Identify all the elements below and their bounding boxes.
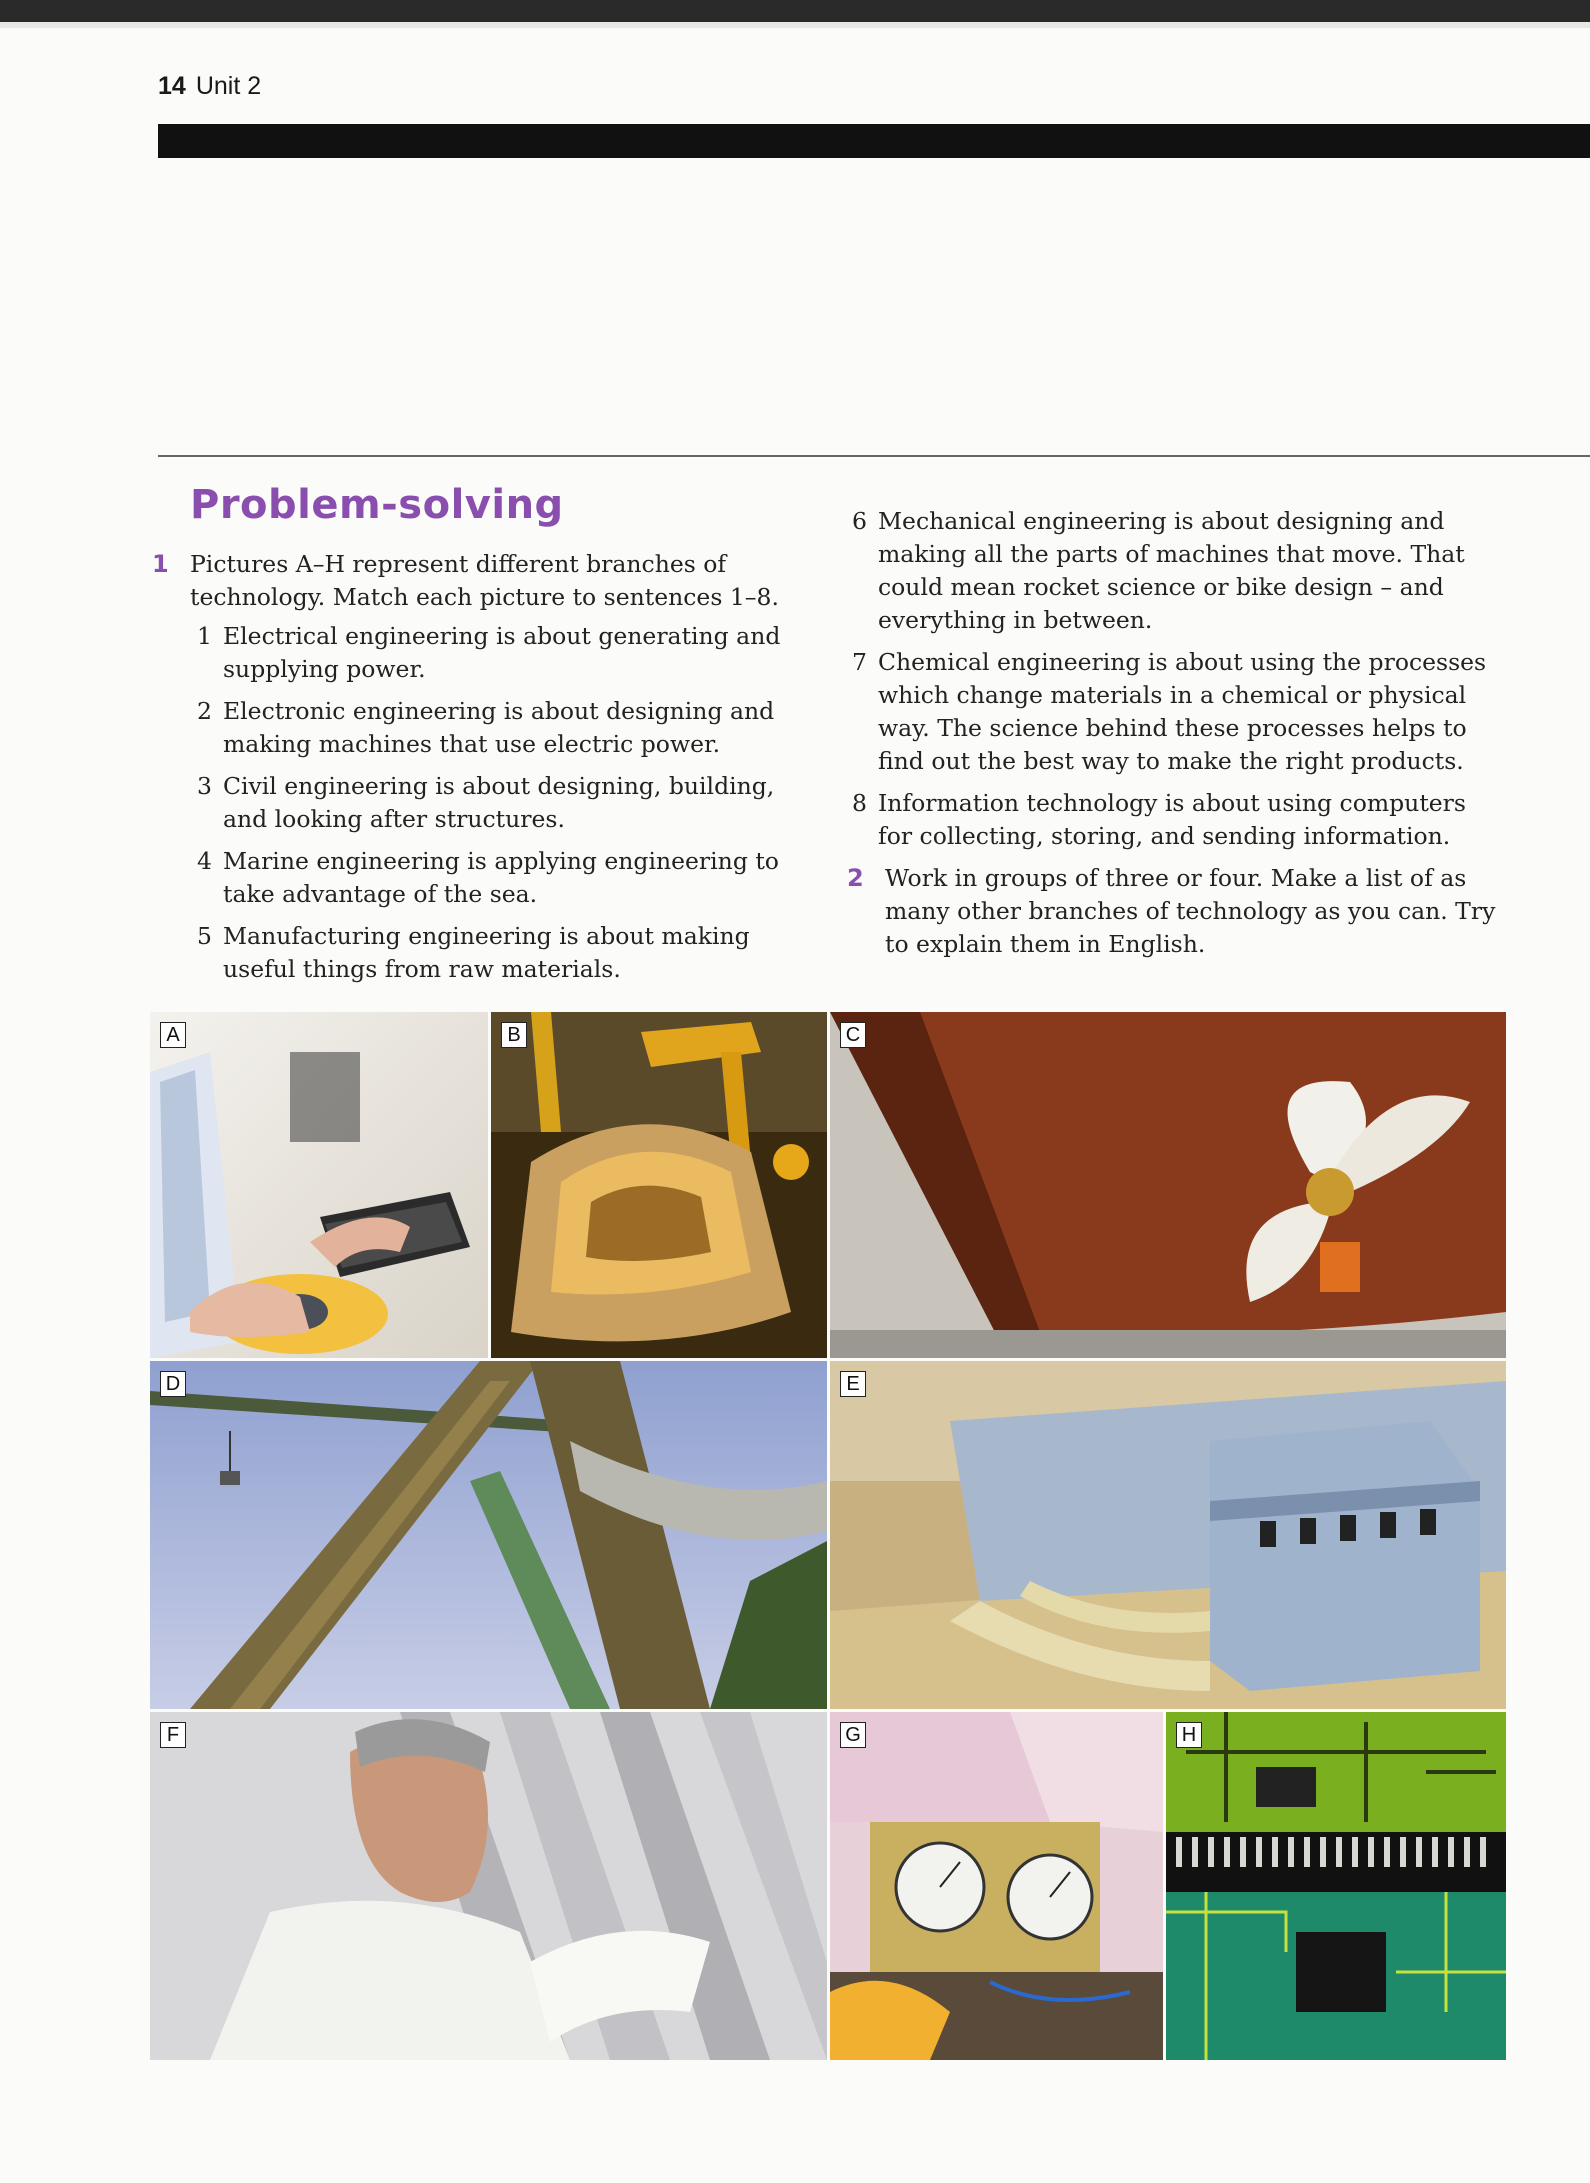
picture-d: [150, 1361, 827, 1709]
picture-label: E: [840, 1371, 866, 1397]
exercise-instruction: Pictures A–H represent different branches of technology. Match each picture to sentences 1–8.: [190, 550, 779, 611]
sentence-item: [190, 770, 815, 836]
page-number: 14: [158, 72, 186, 100]
picture-b: [491, 1012, 827, 1358]
sentence-list: [190, 620, 815, 986]
exercise-1: [150, 548, 815, 986]
sentence-text: Marine engineering is applying engineering to take advantage of the sea.: [223, 847, 779, 908]
picture-h: [1166, 1712, 1506, 2060]
power-station-turbines-icon: [830, 1361, 1506, 1709]
picture-f: [150, 1712, 827, 2060]
steel-arch-bridge-crane-icon: [150, 1361, 827, 1709]
sentence-item: [190, 845, 815, 911]
exercise-number: 2: [847, 864, 864, 892]
sentence-item: [190, 695, 815, 761]
sentence-text: Mechanical engineering is about designing and making all the parts of machines that move. That could mean rocket science or bike design – and everything in between.: [878, 507, 1465, 634]
section-title: Problem-solving: [190, 482, 564, 528]
unit-label: Unit 2: [195, 72, 262, 100]
exercise-2: [845, 862, 1505, 961]
picture-label: A: [160, 1022, 186, 1048]
exercise-instruction: Work in groups of three or four. Make a list of as many other branches of technology as you can. Try to explain them in English.: [885, 864, 1496, 958]
computer-keyboard-mouse-icon: [150, 1012, 488, 1358]
picture-g: [830, 1712, 1163, 2060]
sentence-list-continued: [845, 505, 1505, 853]
exercise-number: 1: [152, 550, 169, 578]
sentence-text: Information technology is about using computers for collecting, storing, and sending information.: [878, 789, 1466, 850]
picture-label: G: [840, 1722, 866, 1748]
sentence-number: 2: [197, 697, 212, 725]
sentence-text: Electrical engineering is about generating and supplying power.: [223, 622, 781, 683]
sentence-number: 6: [852, 507, 867, 535]
sentence-item: [190, 920, 815, 986]
sentence-text: Civil engineering is about designing, building, and looking after structures.: [223, 772, 775, 833]
picture-a: [150, 1012, 488, 1358]
picture-label: C: [840, 1022, 866, 1048]
sentence-number: 5: [197, 922, 212, 950]
picture-label: B: [501, 1022, 527, 1048]
picture-e: [830, 1361, 1506, 1709]
sentence-item: [845, 646, 1505, 778]
picture-label: F: [160, 1722, 186, 1748]
chemical-lab-gauges-icon: [830, 1712, 1163, 2060]
sentence-number: 7: [852, 648, 867, 676]
circuit-board-icon: [1166, 1712, 1506, 2060]
section-divider: [158, 455, 1590, 457]
top-border: [0, 0, 1590, 22]
picture-label: D: [160, 1371, 186, 1397]
robotic-car-assembly-icon: [491, 1012, 827, 1358]
engineer-turbine-blades-icon: [150, 1712, 827, 2060]
sentence-number: 4: [197, 847, 212, 875]
ship-propeller-icon: [830, 1012, 1506, 1358]
right-column: [845, 505, 1505, 965]
picture-label: H: [1176, 1722, 1202, 1748]
sentence-text: Electronic engineering is about designing and making machines that use electric power.: [223, 697, 775, 758]
header-band: [158, 124, 1590, 158]
sentence-text: Manufacturing engineering is about making useful things from raw materials.: [223, 922, 750, 983]
sentence-number: 1: [197, 622, 212, 650]
sentence-item: [845, 787, 1505, 853]
sentence-text: Chemical engineering is about using the processes which change materials in a chemical or physical way. The science behind these processes helps to find out the best way to make the right products.: [878, 648, 1487, 775]
picture-c: [830, 1012, 1506, 1358]
sentence-number: 3: [197, 772, 212, 800]
top-border-shadow: [0, 22, 1590, 28]
page-header: [158, 72, 261, 101]
sentence-item: [845, 505, 1505, 637]
sentence-item: [190, 620, 815, 686]
sentence-number: 8: [852, 789, 867, 817]
left-column: [150, 548, 815, 995]
